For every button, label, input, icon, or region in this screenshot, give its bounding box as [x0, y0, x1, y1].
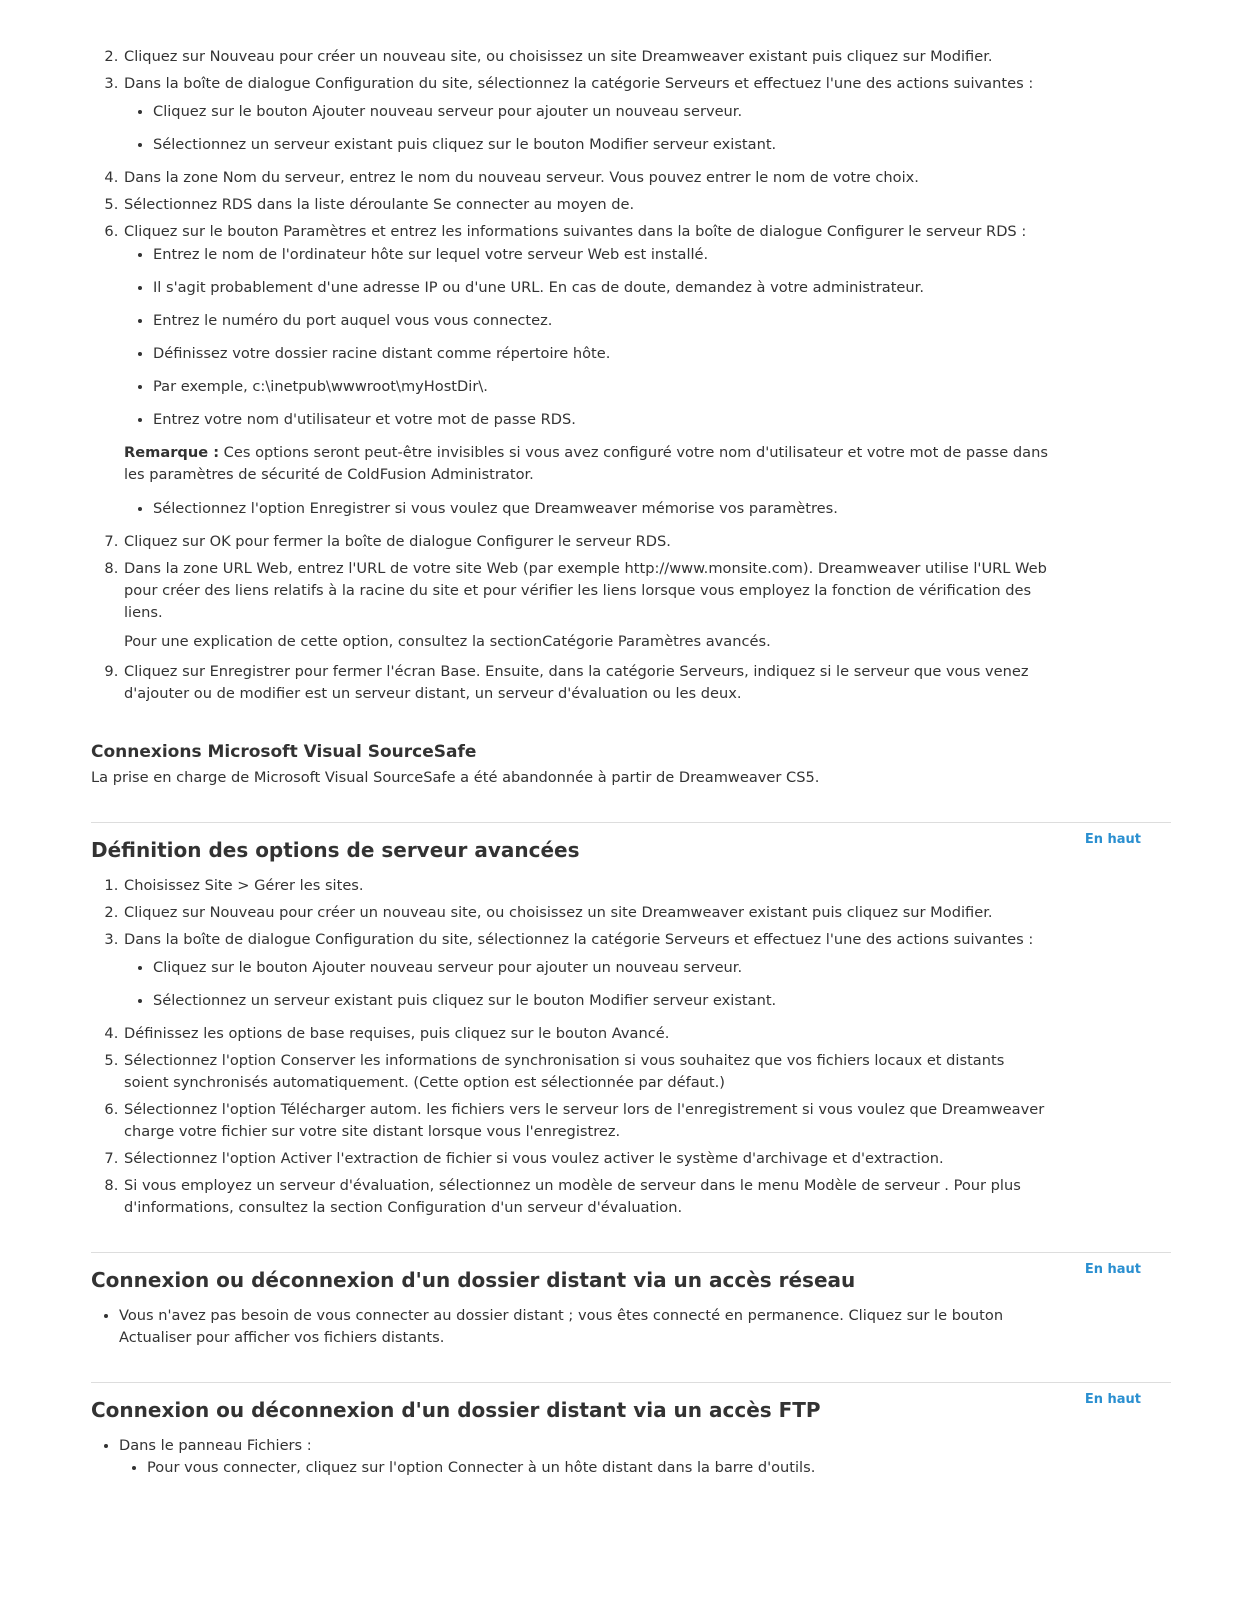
network-section [91, 1252, 1171, 1349]
list-item: • Entrez le nom de l'ordinateur hôte sur lequel votre serveur Web est installé. [153, 244, 1051, 266]
list-item: 5. Sélectionnez l'option Conserver les informations de synchronisation si vous souhaitez que vos fichiers locaux et distants soient synchronisés automatiquement. (Cette option est sélectionnée par défaut.) [123, 1050, 1051, 1094]
list-item [123, 73, 1051, 156]
section-heading: Connexion ou déconnexion d'un dossier distant via un accès FTP [91, 1398, 821, 1422]
rds-step-list [91, 46, 1051, 705]
list-item [123, 929, 1051, 1012]
step-text: Cliquez sur le bouton Paramètres et entrez les informations suivantes dans la boîte de dialogue Configurer le serveur RDS : [124, 223, 1027, 240]
list-item [119, 1435, 1051, 1479]
sub-list [124, 498, 1051, 520]
list-item: 2. Cliquez sur Nouveau pour créer un nouveau site, ou choisissez un site Dreamweaver existant puis cliquez sur Modifier. [123, 902, 1051, 924]
list-item: • Entrez votre nom d'utilisateur et votre mot de passe RDS. [153, 409, 1051, 431]
list-item: 8. Si vous employez un serveur d'évaluation, sélectionnez un modèle de serveur dans le menu Modèle de serveur . Pour plus d'informations, consultez la section Configuration d'un serveur d'évaluation. [123, 1175, 1051, 1219]
note [124, 442, 1051, 486]
list-item: 4. Dans la zone Nom du serveur, entrez le nom du nouveau serveur. Vous pouvez entrer le nom de votre choix. [123, 167, 1051, 189]
list-item: 9. Cliquez sur Enregistrer pour fermer l'écran Base. Ensuite, dans la catégorie Serveurs, indiquez si le serveur que vous venez d'ajouter ou de modifier est un serveur distant, un serveur d'évaluation ou les deux. [123, 661, 1051, 705]
sub-list [124, 957, 1051, 1012]
vss-heading: Connexions Microsoft Visual SourceSafe [91, 742, 477, 762]
list-item: • Vous n'avez pas besoin de vous connecter au dossier distant ; vous êtes connecté en permanence. Cliquez sur le bouton Actualiser pour afficher vos fichiers distants. [119, 1305, 1051, 1349]
list-item: 5. Sélectionnez RDS dans la liste déroulante Se connecter au moyen de. [123, 194, 1051, 216]
advanced-section [91, 822, 1171, 1219]
list-item: • Sélectionnez un serveur existant puis cliquez sur le bouton Modifier serveur existant. [153, 134, 1051, 156]
list-item: 2. Cliquez sur Nouveau pour créer un nouveau site, ou choisissez un site Dreamweaver existant puis cliquez sur Modifier. [123, 46, 1051, 68]
section-heading: Connexion ou déconnexion d'un dossier distant via un accès réseau [91, 1268, 856, 1292]
back-to-top-link[interactable]: En haut [1084, 832, 1141, 847]
vss-text: La prise en charge de Microsoft Visual SourceSafe a été abandonnée à partir de Dreamweaver CS5. [91, 769, 820, 786]
list-item: 7. Sélectionnez l'option Activer l'extraction de fichier si vous voulez activer le système d'archivage et d'extraction. [123, 1148, 1051, 1170]
step-paragraph: Pour une explication de cette option, consultez la sectionCatégorie Paramètres avancés. [124, 633, 771, 650]
list-item: • Cliquez sur le bouton Ajouter nouveau serveur pour ajouter un nouveau serveur. [153, 101, 1051, 123]
list-item: 7. Cliquez sur OK pour fermer la boîte de dialogue Configurer le serveur RDS. [123, 531, 1051, 553]
document-page [91, 46, 1171, 1484]
back-to-top-link[interactable]: En haut [1084, 1392, 1141, 1407]
ftp-section [91, 1382, 1171, 1479]
list-item: • Cliquez sur le bouton Ajouter nouveau serveur pour ajouter un nouveau serveur. [153, 957, 1051, 979]
section-heading: Définition des options de serveur avancées [91, 838, 580, 862]
advanced-step-list [91, 875, 1051, 1219]
sub-list [124, 101, 1051, 156]
list-item: • Entrez le numéro du port auquel vous vous connectez. [153, 310, 1051, 332]
list-item: • Pour vous connecter, cliquez sur l'option Connecter à un hôte distant dans la barre d'outils. [147, 1457, 1051, 1479]
note-label: Remarque : [124, 444, 220, 461]
list-item: • Définissez votre dossier racine distant comme répertoire hôte. [153, 343, 1051, 365]
back-to-top-link[interactable]: En haut [1084, 1262, 1141, 1277]
note-text: Ces options seront peut-être invisibles si vous avez configuré votre nom d'utilisateur et votre mot de passe dans les paramètres de sécurité de ColdFusion Administrator. [124, 444, 1048, 483]
list-item: 1. Choisissez Site > Gérer les sites. [123, 875, 1051, 897]
list-item: • Sélectionnez un serveur existant puis cliquez sur le bouton Modifier serveur existant. [153, 990, 1051, 1012]
list-item: • Sélectionnez l'option Enregistrer si vous voulez que Dreamweaver mémorise vos paramètres. [153, 498, 1051, 520]
ftp-list [91, 1435, 1051, 1479]
rds-steps [91, 46, 1051, 789]
list-item: 4. Définissez les options de base requises, puis cliquez sur le bouton Avancé. [123, 1023, 1051, 1045]
list-item: • Il s'agit probablement d'une adresse IP ou d'une URL. En cas de doute, demandez à votre administrateur. [153, 277, 1051, 299]
sub-list [124, 244, 1051, 431]
bullet-text: Dans le panneau Fichiers : [119, 1437, 312, 1454]
step-text: Dans la boîte de dialogue Configuration du site, sélectionnez la catégorie Serveurs et effectuez l'une des actions suivantes : [124, 75, 1034, 92]
network-list [91, 1305, 1051, 1349]
step-text: Dans la boîte de dialogue Configuration du site, sélectionnez la catégorie Serveurs et effectuez l'une des actions suivantes : [124, 931, 1034, 948]
list-item: • Par exemple, c:\inetpub\wwwroot\myHostDir\. [153, 376, 1051, 398]
step-text: Dans la zone URL Web, entrez l'URL de votre site Web (par exemple http://www.monsite.com). Dreamweaver utilise l'URL Web pour créer des liens relatifs à la racine du site et pour vérifier les liens lorsque vous employez la fonction de vérification des liens. [124, 560, 1047, 621]
list-item [123, 221, 1051, 520]
list-item [123, 558, 1051, 653]
list-item: 6. Sélectionnez l'option Télécharger autom. les fichiers vers le serveur lors de l'enregistrement si vous voulez que Dreamweaver charge votre fichier sur votre site distant lorsque vous l'enregistrez. [123, 1099, 1051, 1143]
sub-list [119, 1457, 1051, 1479]
